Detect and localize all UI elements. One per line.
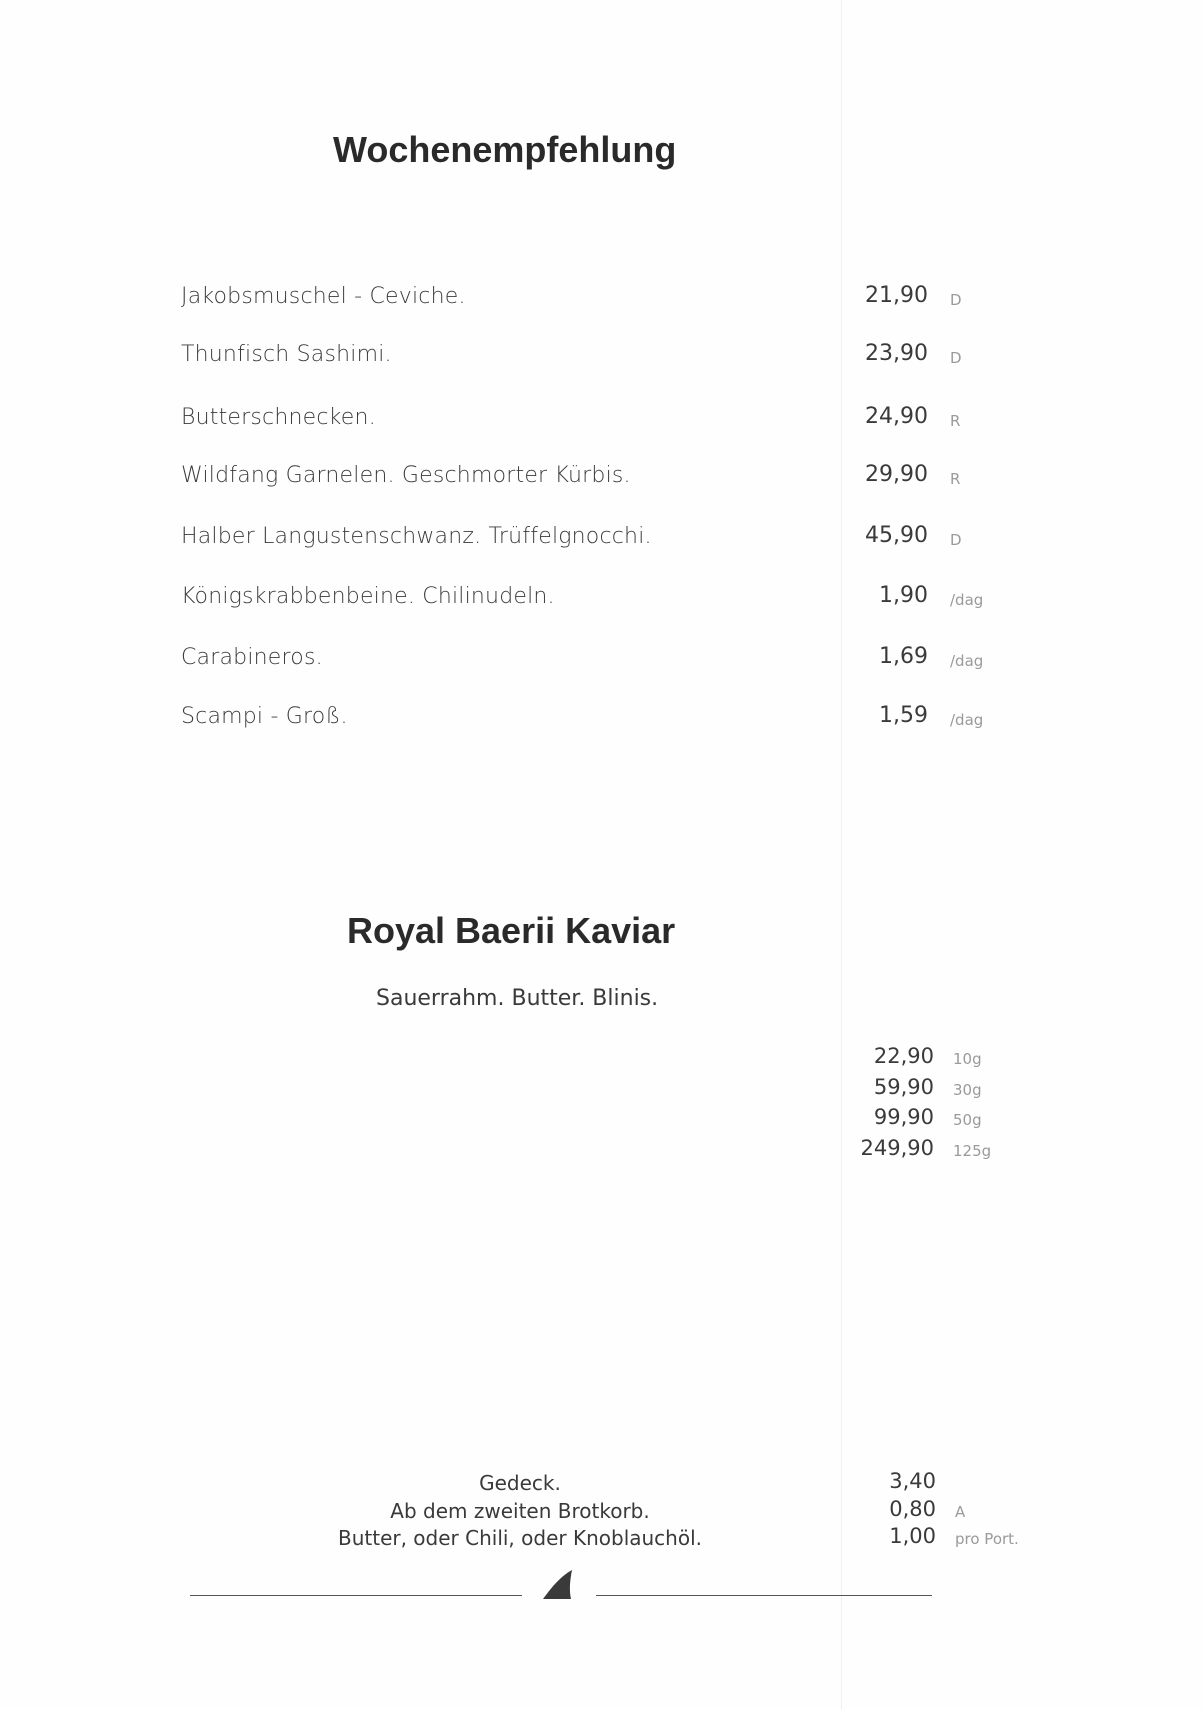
cover-line: Butter, oder Chili, oder Knoblauchöl. bbox=[337, 1526, 702, 1550]
caviar-quantity: 10g bbox=[953, 1050, 982, 1068]
page-fold-line bbox=[841, 0, 842, 1709]
caviar-subtitle: Sauerrahm. Butter. Blinis. bbox=[376, 986, 659, 1011]
footer-divider-right bbox=[596, 1595, 932, 1596]
caviar-quantity: 30g bbox=[953, 1081, 982, 1099]
dish-name: Butterschnecken. bbox=[181, 405, 376, 430]
dish-price: 45,90 bbox=[865, 523, 928, 548]
dish-price: 1,90 bbox=[879, 583, 928, 608]
cover-line: Ab dem zweiten Brotkorb. bbox=[390, 1499, 650, 1523]
dish-name: Carabineros. bbox=[181, 645, 323, 670]
caviar-price: 99,90 bbox=[873, 1105, 934, 1129]
caviar-quantity: 50g bbox=[953, 1111, 982, 1129]
dish-note: R bbox=[950, 470, 961, 488]
dish-note: D bbox=[950, 291, 962, 309]
cover-line: Gedeck. bbox=[479, 1471, 561, 1495]
dish-note: D bbox=[950, 531, 962, 549]
dish-price: 1,59 bbox=[879, 703, 928, 728]
dish-note: R bbox=[950, 412, 961, 430]
dish-note: D bbox=[950, 349, 962, 367]
cover-note: pro Port. bbox=[955, 1530, 1019, 1548]
caviar-quantity: 125g bbox=[953, 1142, 992, 1160]
cover-note: A bbox=[955, 1503, 966, 1521]
caviar-price: 22,90 bbox=[873, 1044, 934, 1068]
caviar-section-title: Royal Baerii Kaviar bbox=[347, 910, 676, 951]
cover-price: 3,40 bbox=[889, 1469, 936, 1493]
dish-note: /dag bbox=[950, 711, 984, 729]
dish-price: 21,90 bbox=[865, 283, 928, 308]
cover-price: 0,80 bbox=[889, 1497, 936, 1521]
caviar-price: 59,90 bbox=[873, 1075, 934, 1099]
caviar-price: 249,90 bbox=[860, 1136, 934, 1160]
dish-note: /dag bbox=[950, 652, 984, 670]
footer-divider-left bbox=[190, 1595, 522, 1596]
dish-price: 24,90 bbox=[865, 404, 928, 429]
dish-note: /dag bbox=[950, 591, 984, 609]
dish-price: 23,90 bbox=[865, 341, 928, 366]
dish-name: Königskrabbenbeine. Chilinudeln. bbox=[181, 584, 555, 609]
dish-name: Scampi - Groß. bbox=[181, 704, 348, 729]
week-section-title: Wochenempfehlung bbox=[333, 129, 677, 170]
dish-price: 1,69 bbox=[879, 644, 928, 669]
dish-name: Wildfang Garnelen. Geschmorter Kürbis. bbox=[181, 463, 631, 488]
dish-name: Halber Langustenschwanz. Trüffelgnocchi. bbox=[181, 524, 652, 549]
cover-price: 1,00 bbox=[889, 1524, 936, 1548]
shark-fin-icon bbox=[540, 1568, 576, 1600]
dish-price: 29,90 bbox=[865, 462, 928, 487]
dish-name: Thunfisch Sashimi. bbox=[181, 342, 392, 367]
dish-name: Jakobsmuschel - Ceviche. bbox=[181, 284, 466, 309]
